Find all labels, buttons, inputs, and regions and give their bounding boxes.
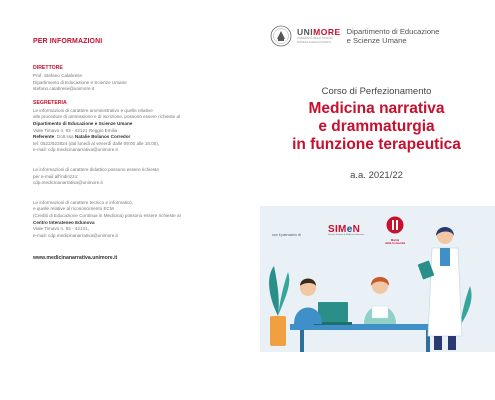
university-seal-icon	[270, 25, 292, 47]
course-title-line3: in funzione terapeutica	[292, 136, 461, 153]
secretariat-line: alle procedure di ammissione e di iscrizione, possono essere richieste al	[33, 114, 181, 120]
technical-line: e quelle relative al riconoscimento ECM	[33, 206, 114, 212]
director-email[interactable]: stefano.calabrese@unimore.it	[33, 86, 95, 92]
technical-block	[33, 200, 243, 240]
marmi-line2: della Comunità	[384, 241, 406, 246]
simen-n: N	[352, 224, 361, 235]
secretariat-line: Le informazioni di carattere amministrativo e quelle relative	[33, 107, 153, 113]
department-line1: Dipartimento di Educazione	[346, 27, 440, 36]
referent-label: Referente	[33, 134, 55, 140]
course-title-line2: e drammaturgia	[318, 118, 435, 135]
secretariat-referent	[33, 134, 243, 141]
marmi-line1: Marmi	[390, 238, 400, 242]
medical-illustration	[260, 206, 495, 352]
director-dept: Dipartimento di Educazione e Scienze Umane	[33, 79, 127, 85]
secretariat-label: SEGRETERIA	[33, 99, 67, 106]
doctors-scene	[260, 206, 495, 352]
didactic-line: per e-mail all'indirizzo:	[33, 173, 79, 179]
didactic-block	[33, 167, 243, 187]
secretariat-email[interactable]: e-mail: cdp.medicinanarrativa@unimore.it	[33, 147, 118, 153]
didactic-line: Le informazioni di carattere didattico possono essere richieste	[33, 166, 159, 172]
technical-address: Viale Timavo n. 93 - 42121,	[33, 226, 89, 232]
logo-more: MORE	[313, 27, 341, 38]
logo-tagline: UNIVERSITÀ DEGLI STUDI DI MODENA E REGGIO EMILIA	[297, 37, 333, 44]
simen-si: SIM	[328, 224, 347, 235]
standing-doctor-figure	[418, 227, 462, 350]
patronage-label: con il patrocinio di	[272, 233, 301, 237]
university-logo-row	[270, 22, 440, 50]
referent-prefix: : Dott.ssa	[54, 134, 75, 140]
seated-doctor-figure	[364, 277, 396, 324]
director-name: Prof. Stefano Calabrese	[33, 73, 83, 78]
info-panel	[33, 38, 243, 261]
department-line2: e Scienze Umane	[346, 36, 407, 45]
simen-e: e	[346, 224, 353, 235]
department-name	[347, 27, 440, 45]
unimore-logo	[297, 28, 341, 43]
course-title	[258, 100, 495, 154]
referent-name: Natalie Bolanos Corredor	[74, 134, 131, 140]
technical-center: Centro Interateneo Edunova	[33, 219, 95, 225]
director-block	[33, 65, 243, 93]
technical-line: Le informazioni di carattere tecnico e informatico,	[33, 199, 134, 205]
plant-icon	[269, 266, 289, 346]
cover-panel	[258, 0, 495, 400]
desk	[290, 324, 440, 330]
simen-tagline: Società Italiana di Medicina Narrativa	[328, 234, 365, 236]
patient-figure	[294, 279, 322, 325]
course-title-line1: Medicina narrativa	[308, 100, 445, 117]
academic-year: a.a. 2021/22	[350, 170, 403, 181]
secretariat-phone: tel. 0522/523824 (dal lunedì al venerdì dalle 09:00 alle 16:00),	[33, 140, 160, 146]
secretariat-block	[33, 100, 243, 154]
technical-email[interactable]: e-mail: cdp.medicinanarrativa@unimore.it	[33, 232, 118, 238]
technical-line: (Crediti di Educazione Continua in Medicina) possono essere richieste al	[33, 212, 181, 218]
info-heading: PER INFORMAZIONI	[33, 38, 103, 45]
website-link[interactable]: www.medicinanarrativa.unimore.it	[33, 255, 118, 262]
director-label: DIRETTORE	[33, 65, 63, 71]
secretariat-dept: Dipartimento di Educazione e Scienze Umane	[33, 120, 133, 126]
secretariat-address: Viale Timavo n. 93 - 42121 Reggio Emilia	[33, 127, 118, 133]
didactic-email[interactable]: cdp.medicinanarrativa@unimore.it	[33, 180, 103, 186]
course-type: Corso di Perfezionamento	[321, 86, 432, 97]
logo-uni: UNI	[297, 27, 314, 38]
